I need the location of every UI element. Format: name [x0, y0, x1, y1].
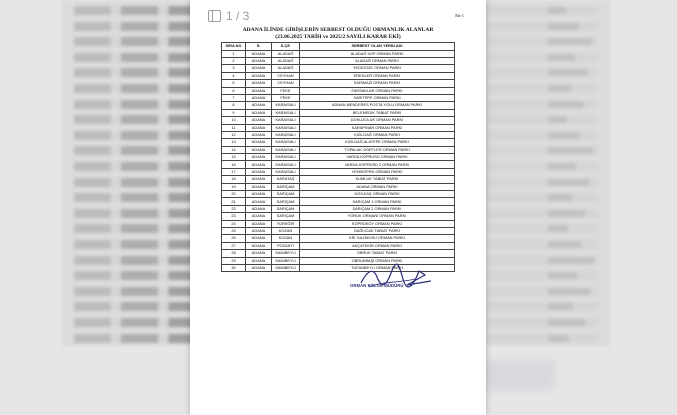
background-row-text — [548, 54, 575, 61]
signature-mark — [355, 263, 435, 293]
signature-title: ORMAN BÖLGE MÜDÜRÜ — [350, 283, 404, 288]
annex-label: Ek-1 — [455, 13, 464, 18]
cell-ilce: SARIÇAM — [272, 191, 300, 198]
cell-ilce: FEKE — [272, 94, 300, 101]
table-row — [222, 154, 455, 161]
cell-ilce: SARIÇAM — [272, 183, 300, 190]
cell-sira-no: 3 — [222, 65, 246, 72]
cell-ilce: KOZAN — [272, 235, 300, 242]
cell-yer-adi: TOPALAK GÖRTLER ORMAN PARKI — [300, 146, 455, 153]
background-row-text — [548, 241, 581, 248]
cell-yer-adi: YENİKÖPRÜ ORMAN PARKI — [300, 168, 455, 175]
table-row — [222, 250, 455, 257]
table-row — [222, 117, 455, 124]
page-number: 1 / 3 — [226, 9, 250, 23]
table-row — [222, 198, 455, 205]
table-row — [222, 183, 455, 190]
table-row — [222, 124, 455, 131]
background-row-text — [548, 7, 566, 14]
table-row — [222, 191, 455, 198]
cell-ilce: ALADAĞ — [272, 65, 300, 72]
cell-yer-adi: AKÇATEKİR ORMAN PARKI — [300, 242, 455, 249]
cell-ilce: KARATAŞ — [272, 176, 300, 183]
cell-ilce: KARAİSALI — [272, 102, 300, 109]
background-row-text — [548, 210, 585, 217]
cell-sira-no: 6 — [222, 87, 246, 94]
cell-yer-adi: KIZILDAĞ ORMAN PARKI — [300, 131, 455, 138]
cell-sira-no: 30 — [222, 264, 246, 271]
cell-il: ADANA — [246, 50, 272, 57]
cell-yer-adi: ALADAĞ ORMAN PARKI — [300, 57, 455, 64]
table-row — [222, 87, 455, 94]
header-il: İL — [246, 43, 272, 51]
background-row-text — [548, 179, 589, 186]
table-row — [222, 109, 455, 116]
background-blur — [475, 360, 555, 390]
cell-sira-no: 2 — [222, 57, 246, 64]
background-row-text — [548, 101, 584, 108]
table-row — [222, 94, 455, 101]
cell-yer-adi: OBRUK TABİAT PARKI — [300, 250, 455, 257]
cell-ilce: KARAİSALI — [272, 117, 300, 124]
table-row — [222, 50, 455, 57]
table-header-row — [222, 43, 455, 51]
cell-ilce: SARIÇAM — [272, 213, 300, 220]
cell-yer-adi: KARAPINAR ORMAN PARKI — [300, 124, 455, 131]
cell-sira-no: 20 — [222, 191, 246, 198]
cell-ilce: KARAİSALI — [272, 168, 300, 175]
table-row — [222, 176, 455, 183]
cell-sira-no: 14 — [222, 146, 246, 153]
background-row-text — [548, 194, 572, 201]
cell-sira-no: 19 — [222, 183, 246, 190]
cell-il: ADANA — [246, 102, 272, 109]
background-row-text — [548, 163, 576, 170]
table-row — [222, 220, 455, 227]
background-row-text — [548, 225, 568, 232]
cell-sira-no: 21 — [222, 198, 246, 205]
cell-yer-adi: KUMLUK TABİAT PARKI — [300, 176, 455, 183]
forest-areas-table — [221, 42, 455, 272]
background-row-text — [548, 272, 577, 279]
cell-sira-no: 5 — [222, 80, 246, 87]
background-row-text — [548, 303, 573, 310]
cell-il: ADANA — [246, 57, 272, 64]
cell-ilce: SARIÇAM — [272, 205, 300, 212]
cell-sira-no: 9 — [222, 109, 246, 116]
background-row-text — [548, 116, 567, 123]
cell-ilce: POZANTI — [272, 242, 300, 249]
cell-yer-adi: SARITEPE ORMAN PARKI — [300, 94, 455, 101]
cell-il: ADANA — [246, 109, 272, 116]
cell-il: ADANA — [246, 220, 272, 227]
table-row — [222, 57, 455, 64]
header-yer-adi: SERBEST OLAN YERİN ADI — [300, 43, 455, 51]
cell-sira-no: 7 — [222, 94, 246, 101]
cell-sira-no: 12 — [222, 131, 246, 138]
cell-il: ADANA — [246, 154, 272, 161]
cell-ilce: YÜREĞİR — [272, 220, 300, 227]
table-row — [222, 131, 455, 138]
cell-yer-adi: SARIÇAM 2 ORMAN PARKI — [300, 205, 455, 212]
cell-ilce: SARIÇAM — [272, 198, 300, 205]
background-row-text — [548, 38, 592, 45]
cell-ilce: SAİMBEYLİ — [272, 250, 300, 257]
cell-sira-no: 16 — [222, 161, 246, 168]
cell-sira-no: 22 — [222, 205, 246, 212]
cell-il: ADANA — [246, 117, 272, 124]
table-row — [222, 80, 455, 87]
background-row-text — [548, 85, 571, 92]
cell-yer-adi: DAĞLICAK TABİAT PARKI — [300, 227, 455, 234]
cell-ilce: KARAİSALI — [272, 161, 300, 168]
cell-il: ADANA — [246, 72, 272, 79]
cell-il: ADANA — [246, 250, 272, 257]
title-line-1: ADANA İLİNDE GİRİŞLERİN SERBEST OLDUĞU ORMANLIK ALANLAR — [242, 27, 434, 33]
cell-il: ADANA — [246, 176, 272, 183]
background-row-text — [548, 69, 588, 76]
document-page — [190, 0, 486, 415]
header-ilce: İLÇE — [272, 43, 300, 51]
cell-yer-adi: SARIMAZI ORMAN PARKI — [300, 80, 455, 87]
cell-yer-adi: VARDA KÖPRÜSÜ 2 ORMAN PARKI — [300, 161, 455, 168]
cell-ilce: CEYHAN — [272, 72, 300, 79]
cell-il: ADANA — [246, 257, 272, 264]
cell-yer-adi: BELEMEDİK TABİAT PARKI — [300, 109, 455, 116]
cell-yer-adi: KRİ GAZİNOSU ORMAN PARKI — [300, 235, 455, 242]
cell-il: ADANA — [246, 124, 272, 131]
cell-sira-no: 13 — [222, 139, 246, 146]
cell-sira-no: 15 — [222, 154, 246, 161]
document-title — [190, 27, 486, 41]
cell-il: ADANA — [246, 235, 272, 242]
page-indicator — [208, 9, 249, 23]
cell-yer-adi: DOKUZOLUK ORMAN PARKI — [300, 117, 455, 124]
table-row — [222, 161, 455, 168]
cell-yer-adi: ADNAN MENDERES POSTA YOLU ORMAN PARKI — [300, 102, 455, 109]
cell-ilce: ALADAĞ — [272, 50, 300, 57]
cell-sira-no: 8 — [222, 102, 246, 109]
cell-sira-no: 29 — [222, 257, 246, 264]
cell-ilce: KARAİSALI — [272, 109, 300, 116]
table-row — [222, 227, 455, 234]
cell-il: ADANA — [246, 131, 272, 138]
background-row-text — [548, 132, 580, 139]
cell-il: ADANA — [246, 87, 272, 94]
cell-il: ADANA — [246, 183, 272, 190]
cell-il: ADANA — [246, 65, 272, 72]
cell-il: ADANA — [246, 94, 272, 101]
cell-yer-adi: SARIÇAM 1 ORMAN PARKI — [300, 198, 455, 205]
cell-il: ADANA — [246, 80, 272, 87]
cell-sira-no: 11 — [222, 124, 246, 131]
cell-yer-adi: YÖRÜK ORMANI ORMAN PARKI — [300, 213, 455, 220]
cell-ilce: ALADAĞ — [272, 57, 300, 64]
cell-il: ADANA — [246, 168, 272, 175]
cell-ilce: FEKE — [272, 87, 300, 94]
cell-sira-no: 17 — [222, 168, 246, 175]
document-icon[interactable] — [208, 10, 221, 22]
cell-ilce: CEYHAN — [272, 80, 300, 87]
cell-il: ADANA — [246, 161, 272, 168]
cell-ilce: KARAİSALI — [272, 131, 300, 138]
background-row-text — [548, 319, 586, 326]
title-line-2: (23.06.2025 TARİH ve 2025/2 SAYILI KARAR EKİ) — [275, 34, 401, 40]
table-row — [222, 146, 455, 153]
cell-ilce: KARAİSALI — [272, 139, 300, 146]
cell-sira-no: 10 — [222, 117, 246, 124]
cell-sira-no: 27 — [222, 242, 246, 249]
cell-ilce: KARAİSALI — [272, 154, 300, 161]
table-row — [222, 65, 455, 72]
cell-yer-adi: KIZILDAĞ ALATEPE ORMAN PARKI — [300, 139, 455, 146]
table-row — [222, 102, 455, 109]
cell-yer-adi: KÖPRÜKÖY ORMAN PARKI — [300, 220, 455, 227]
header-sira-no: SIRA NO — [222, 43, 246, 51]
table-row — [222, 235, 455, 242]
table-row — [222, 242, 455, 249]
cell-yer-adi: ADANA ORMAN PARKI — [300, 183, 455, 190]
cell-sira-no: 23 — [222, 213, 246, 220]
cell-sira-no: 18 — [222, 176, 246, 183]
cell-il: ADANA — [246, 264, 272, 271]
cell-sira-no: 1 — [222, 50, 246, 57]
cell-il: ADANA — [246, 146, 272, 153]
cell-ilce: KOZAN — [272, 227, 300, 234]
table-row — [222, 213, 455, 220]
cell-il: ADANA — [246, 242, 272, 249]
cell-il: ADANA — [246, 191, 272, 198]
cell-yer-adi: OBRUKBAŞI ORMAN PARKI — [300, 257, 455, 264]
background-row-text — [548, 147, 593, 154]
cell-ilce: KARAİSALI — [272, 124, 300, 131]
cell-il: ADANA — [246, 198, 272, 205]
cell-il: ADANA — [246, 213, 272, 220]
cell-il: ADANA — [246, 139, 272, 146]
background-row-text — [548, 23, 579, 30]
cell-il: ADANA — [246, 227, 272, 234]
cell-sira-no: 4 — [222, 72, 246, 79]
table-row — [222, 72, 455, 79]
background-row-text — [548, 257, 594, 264]
cell-ilce: KARAİSALI — [272, 146, 300, 153]
background-row-text — [548, 335, 569, 342]
cell-ilce: SAİMBEYLİ — [272, 257, 300, 264]
background-row-text — [548, 288, 590, 295]
cell-sira-no: 24 — [222, 220, 246, 227]
cell-yer-adi: FARSAKLAR ORMAN PARKI — [300, 87, 455, 94]
cell-sira-no: 25 — [222, 227, 246, 234]
cell-ilce: SAİMBEYLİ — [272, 264, 300, 271]
cell-sira-no: 26 — [222, 235, 246, 242]
cell-sira-no: 28 — [222, 250, 246, 257]
cell-yer-adi: YEDİGÖZE ORMAN PARKI — [300, 65, 455, 72]
table-row — [222, 168, 455, 175]
cell-yer-adi: VARDA KÖPRÜSÜ ORMAN PARKI — [300, 154, 455, 161]
table-row — [222, 139, 455, 146]
cell-yer-adi: ERENLER ORMAN PARKI — [300, 72, 455, 79]
cell-il: ADANA — [246, 205, 272, 212]
cell-yer-adi: ALADAĞ KÜP ORMAN PARKI — [300, 50, 455, 57]
cell-yer-adi: TUFANBEYLİ ORMAN PARKI — [300, 264, 455, 271]
table-row — [222, 205, 455, 212]
cell-yer-adi: KIZILKAŞ ORMAN PARKI — [300, 191, 455, 198]
